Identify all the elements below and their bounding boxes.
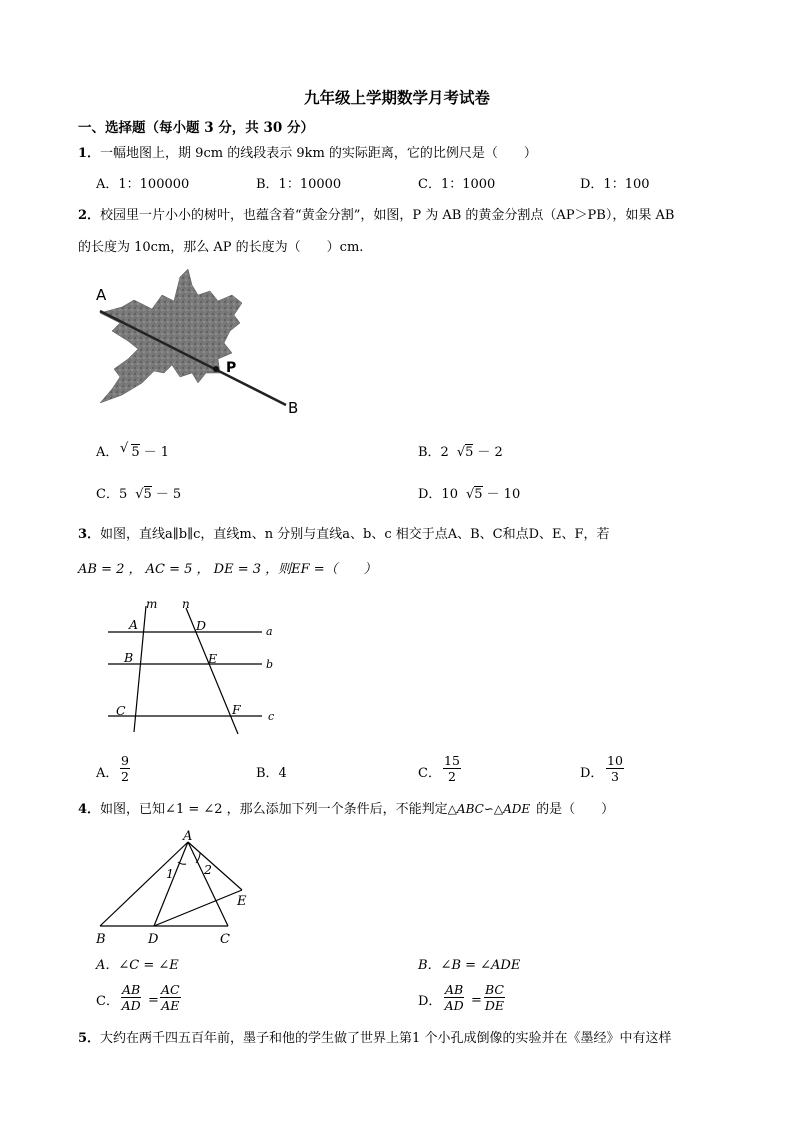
question-number: 2． (78, 208, 101, 223)
question-5 (78, 1032, 671, 1045)
label-point-c: C (220, 932, 230, 947)
option-a: A．∠C = ∠E (96, 958, 179, 973)
option-c-equals: = (148, 993, 159, 1008)
question-number: 4． (78, 802, 101, 817)
option-d: D．10 √5 － 10 (418, 487, 521, 502)
label-point-e: E (237, 894, 247, 909)
label-point-b: B (124, 650, 134, 665)
option-d: D．1：100 (580, 177, 650, 192)
question-3-line-2: AB = 2 ， AC = 5 ， DE = 3 ，则EF =（ ） (78, 562, 377, 577)
label-n: n (182, 597, 190, 611)
side-ae (188, 842, 242, 890)
sqrt-symbol: √ (135, 487, 144, 502)
label-angle-2: 2 (204, 862, 212, 877)
side-ad (154, 842, 188, 926)
question-text: 一幅地图上，期 9cm 的线段表示 9km 的实际距离，它的比例尺是（ ） (100, 146, 537, 161)
question-text-end: 的是（ ） (536, 802, 615, 817)
label-point-d: D (196, 618, 207, 633)
label-p: P (226, 360, 237, 376)
section-heading: 一、选择题（每小题 3 分，共 30 分） (78, 120, 314, 136)
option-c-fraction-right: $\frac{AC}{AE}$ (161, 982, 180, 1014)
sqrt-symbol: √ (120, 441, 129, 456)
option-a: A． √ 5 － 1 (96, 441, 170, 460)
label-point-d: D (148, 932, 159, 947)
option-b: B．∠B = ∠ADE (418, 958, 521, 973)
sqrt-symbol: √ (465, 487, 475, 502)
line-n (186, 608, 238, 734)
option-a-fraction: $\frac{9}{2}$ (121, 753, 129, 785)
option-c-label: C． (418, 766, 441, 781)
question-1 (78, 147, 537, 160)
option-d-fraction-left: $\frac{AB}{AD}$ (444, 982, 464, 1014)
angle-2-arc (196, 853, 200, 863)
side-de (154, 890, 242, 926)
option-c-label: C． (96, 994, 119, 1009)
side-ac (188, 842, 228, 926)
side-ab (100, 842, 188, 926)
label-line-c: c (268, 710, 275, 723)
question-4 (78, 803, 614, 816)
question-text: 校园里一片小小的树叶，也蕴含着“黄金分割”，如图，P 为 AB 的黄金分割点（AP＞PB），如果 AB (100, 208, 675, 223)
question-2 (78, 209, 674, 222)
option-d-label: D． (580, 766, 604, 781)
option-d-fraction: $\frac{10}{3}$ (607, 753, 623, 785)
option-c: C．5 √5 － 5 (96, 487, 182, 502)
question-number: 1． (78, 146, 101, 161)
label-line-a: a (266, 625, 273, 638)
label-a: A (96, 286, 107, 304)
option-b: B．2 √5 － 2 (418, 445, 503, 460)
question-number: 5． (78, 1031, 101, 1046)
option-d-label: D． (418, 994, 442, 1009)
page-title: 九年级上学期数学月考试卷 (304, 88, 491, 107)
label-m: m (146, 597, 158, 611)
question-text: 如图，已知∠1 = ∠2 ，那么添加下列一个条件后，不能判定 (100, 802, 448, 817)
sqrt-symbol: √ (456, 445, 466, 460)
question-2-line-2: 的长度为 10cm，那么 AP 的长度为（ ）cm. (78, 240, 364, 255)
option-b: B．1：10000 (256, 177, 342, 192)
option-a: A．1：100000 (96, 177, 190, 192)
question-text: 大约在两千四五百年前，墨子和他的学生做了世界上第1 个小孔成倒像的实验并在《墨经》中有这样 (100, 1031, 672, 1046)
point-p (213, 366, 219, 372)
label-point-a: A (129, 617, 139, 632)
option-c: C．1：1000 (418, 177, 496, 192)
option-d-fraction-right: $\frac{BC}{DE}$ (484, 982, 505, 1014)
label-b: B (288, 399, 299, 417)
triangle-figure (92, 828, 272, 948)
option-b: B．4 (256, 766, 287, 781)
maple-leaf-figure (92, 265, 312, 425)
question-3 (78, 528, 610, 541)
label-point-b: B (96, 932, 106, 947)
question-text: 如图，直线a∥b∥c，直线m、n 分别与直线a、b、c 相交于点A、B、C和点D、E、F，若 (100, 527, 610, 542)
question-number: 3． (78, 527, 101, 542)
option-d-equals: = (471, 993, 482, 1008)
label-point-c: C (116, 703, 126, 718)
label-line-b: b (266, 658, 274, 671)
parallel-lines-figure (100, 598, 300, 738)
label-angle-1: 1 (166, 866, 174, 881)
option-c-fraction-left: $\frac{AB}{AD}$ (121, 982, 141, 1014)
leaf-shape (100, 269, 242, 403)
option-a-label: A． (96, 766, 119, 781)
similar-triangles: △ABC∽△ADE (447, 802, 531, 816)
label-point-f: F (232, 702, 241, 717)
option-c-fraction: $\frac{15}{2}$ (444, 753, 460, 785)
label-point-a: A (183, 829, 193, 844)
label-point-e: E (208, 651, 218, 666)
